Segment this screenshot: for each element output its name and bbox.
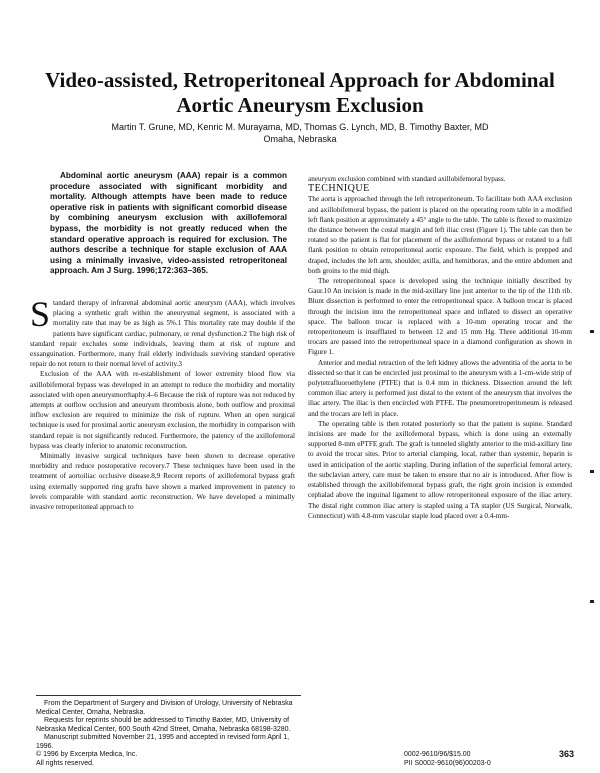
- scan-edge-mark: [590, 330, 594, 333]
- rights-line: All rights reserved.: [36, 760, 94, 767]
- footnote-reprints: Requests for reprints should be addressed to Timothy Baxter, MD, University of Nebraska Medical Center, 600 South 42nd Street, Omaha, Nebraska 68198-3280.: [36, 717, 291, 733]
- scan-edge-mark: [590, 470, 594, 473]
- intro-paragraph-2: Exclusion of the AAA with re-establishment of lower extremity blood flow via axillobifemoral bypass was developed in an attempt to reduce the morbidity and mortality associated with open aneurysmorrhaphy.4–6 Because the risk of rupture was not reduced by attempts at outflow occlusion and aneurysm thrombosis alone, both outflow and proximal inflow exclusion are required to minimize the risk of rupture. When an open surgical technique is used for proximal aortic aneurysm exclusion, the morbidity in comparison with standard repair is not significantly reduced. Furthermore, the patency of the axillofemoral bypass was clearly inferior to anatomic reconstruction.: [30, 370, 295, 450]
- left-column: [30, 294, 295, 512]
- technique-paragraph-3: Anterior and medial retraction of the left kidney allows the adventitia of the aorta to be dissected so that it can be encircled just proximal to the aneurysm with a 1-cm-wide strip of polytetrafluoroethylene (PTFE) that is 0.4 mm in thickness. Dissection around the left common iliac artery is performed just distal to the extent of the aneurysm that involves the iliac artery. The iliac is then encircled with PTFE. The pneumoretroperitoneum is released and the trocars are left in place.: [308, 358, 572, 418]
- drop-cap: S: [30, 294, 51, 334]
- technique-paragraph-2: The retroperitoneal space is developed using the technique initially described by Gaur.10 An incision is made in the mid-axillary line just anterior to the tip of the 11th rib. Blunt dissection is performed to enter the retroperitoneal space. A balloon trocar is placed through the incision into the retroperitoneal space and inflated to dissect an operative space. The balloon trocar is replaced with a 10-mm operating trocar and the retroperitoneum is insufflated to between 12 and 15 mm Hg. Three additional 10-mm trocars are passed into the retroperitoneal space in a diamond configuration as shown in Figure 1.: [308, 277, 572, 357]
- intro-paragraph-3: Minimally invasive surgical techniques have been shown to decrease operative morbidity and reduce postoperative recovery.7 These techniques have been used in the treatment of aortoiliac occlusive disease.8,9 Recent reports of axillofemoral bypass graft using externally supported ring grafts have shown a marked improvement in patency to levels comparable with standard aortic reconstruction. We have developed a minimally invasive retroperitoneal approach to: [30, 452, 295, 512]
- author-list: Martin T. Grune, MD, Kenric M. Murayama, MD, Thomas G. Lynch, MD, B. Timothy Baxter, MD: [111, 122, 489, 132]
- copyright-line: © 1996 by Excerpta Medica, Inc.: [36, 751, 138, 758]
- journal-info-block: [404, 750, 574, 768]
- right-column: [308, 174, 572, 521]
- abstract: Abdominal aortic aneurysm (AAA) repair is a common procedure associated with significant morbidity and mortality. Although attempts have been made to reduce operative risk in patients with significant comorbid disease by combining aneurysm exclusion with axillofemoral bypass, the morbidity is not greatly reduced when the standard operative approach is required for exclusion. The authors describe a technique for staple exclusion of AAA using a minimally invasive, video-assisted retroperitoneal approach. Am J Surg. 1996;172:363–365.: [50, 171, 287, 276]
- issn-line: 0002-9610/96/$15.00: [404, 751, 471, 758]
- technique-paragraph-4: The operating table is then rotated posteriorly so that the patient is supine. Standard incisions are made for the axillofemoral bypass, which is done using an externally supported 8-mm ePTFE graft. The graft is tunneled slightly anterior to the mid-axillary line to avoid the trocar sites. Prior to arterial clamping, local, rather than systemic, heparin is used in anticipation of the aortic stapling. During inflation of the superficial femoral artery, the subclavian artery, care must be taken to ensure that no air is introduced. After flow is established through the axillobifemoral bypass graft, the right groin incision is extended cephalad above the inguinal ligament to allow retroperitoneal exposure of the iliac artery. The distal right common iliac artery is stapled using a TA stapler (US Surgical, Norwalk, Connecticut) with 4.8-mm vascular staple load placed over a 0.4-mm-: [308, 419, 572, 520]
- footnote-manuscript: Manuscript submitted November 21, 1995 and accepted in revised form April 1, 1996.: [36, 734, 290, 750]
- scan-edge-mark: [590, 600, 594, 603]
- author-block: [40, 121, 560, 145]
- footnote-affiliation: From the Department of Surgery and Division of Urology, University of Nebraska Medical Center, Omaha, Nebraska.: [36, 700, 293, 716]
- technique-paragraph-1: The aorta is approached through the left retroperitoneum. To facilitate both AAA exclusion and axillobifemoral bypass, the patient is placed on the operating room table in a modified left flank position at approximately a 45° angle to the table. The table is flexed to maximize the distance between the costal margin and left iliac crest (Figure 1). The table can then be rotated so the patient is flat for placement of the axillofemoral bypass or rotated to a full flank position to obtain retroperitoneal aortic exposure. The field, which is prepped and draped, includes the left arm, shoulder, axilla, and hemithorax, and the entire abdomen and both groins to the mid thigh.: [308, 195, 572, 275]
- author-affiliation: Omaha, Nebraska: [263, 134, 337, 144]
- pii-line: PII S0002-9610(96)00203-0: [404, 760, 491, 767]
- copyright-block: [36, 750, 137, 768]
- intro-continuation: aneurysm exclusion combined with standard axillobifemoral bypass.: [308, 175, 506, 183]
- article-title: Video-assisted, Retroperitoneal Approach for Abdominal Aortic Aneurysm Exclusion: [45, 68, 555, 117]
- intro-paragraph-1: [30, 294, 295, 369]
- intro-paragraph-1-text: tandard therapy of infrarenal abdominal aortic aneurysm (AAA), which involves placing a synthetic graft within the aneurysmal segment, is associated with a mortality rate that may be as high as 5%.1 This mortality rate may double if the patients have significant cardiac, pulmonary, or renal dysfunction.2 The high risk of standard repair excludes some individuals, leaving them at risk of rupture and exsanguination. Furthermore, many frail elderly individuals surviving standard operative repair do not return to their normal level of activity.3: [30, 299, 295, 369]
- section-heading-technique: TECHNIQUE: [308, 183, 370, 195]
- footnote-block: [36, 695, 301, 752]
- page-number: 363: [558, 749, 574, 759]
